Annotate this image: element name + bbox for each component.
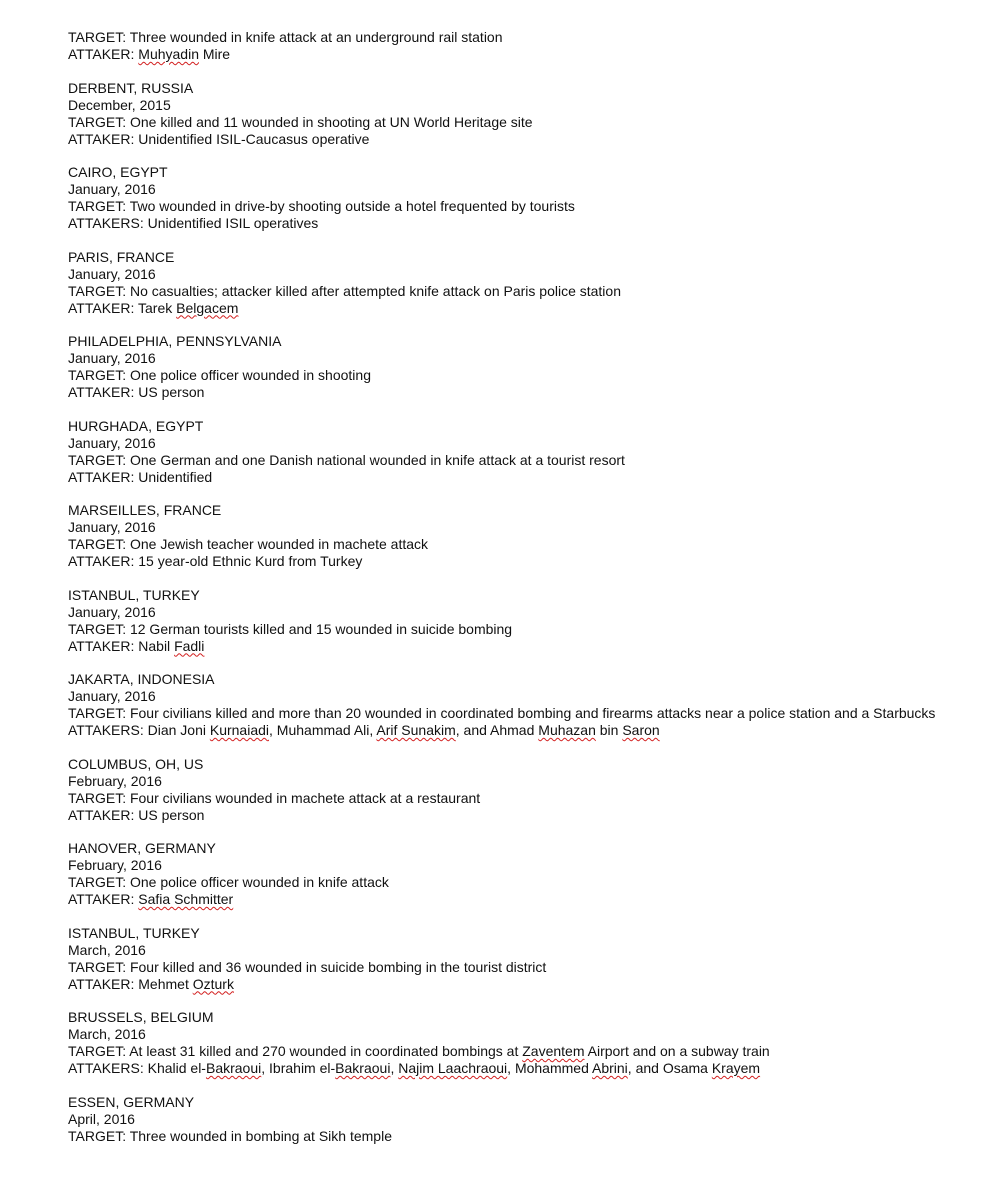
line-text: COLUMBUS, OH, US — [68, 755, 204, 772]
incident-entry — [68, 418, 968, 486]
line-text: ATTAKER: — [68, 46, 139, 62]
entry-line — [68, 857, 968, 874]
entry-line — [68, 333, 968, 350]
entry-line — [68, 1009, 968, 1026]
line-text: January, 2016 — [68, 603, 156, 620]
incident-entry — [68, 671, 968, 739]
entry-line — [68, 790, 968, 807]
spellcheck-flagged-word: Muhyadin — [138, 46, 199, 62]
entry-line — [68, 942, 968, 959]
entry-line — [68, 621, 968, 638]
entry-line — [68, 97, 968, 114]
line-text: , Ibrahim el- — [261, 1060, 336, 1076]
entry-line — [68, 519, 968, 536]
entry-line — [68, 181, 968, 198]
entry-line — [68, 604, 968, 621]
entry-line — [68, 756, 968, 773]
line-text: ATTAKER: 15 year-old Ethnic Kurd from Turkey — [68, 553, 363, 569]
entry-line — [68, 671, 968, 688]
line-text: , and Ahmad — [455, 722, 539, 738]
entry-line — [68, 536, 968, 553]
entry-line — [68, 688, 968, 705]
incident-entry — [68, 333, 968, 401]
line-text: ATTAKER: — [68, 891, 139, 907]
incident-entry — [68, 587, 968, 655]
entry-line — [68, 891, 968, 908]
entry-line — [68, 300, 968, 317]
entry-line — [68, 1043, 968, 1060]
line-text: TARGET: One police officer wounded in knife attack — [68, 874, 389, 890]
line-text: ESSEN, GERMANY — [68, 1093, 195, 1110]
entry-line — [68, 215, 968, 232]
line-text: ATTAKERS: Unidentified ISIL operatives — [68, 215, 319, 231]
line-text: January, 2016 — [68, 434, 156, 451]
spellcheck-flagged-word: Abrini — [592, 1060, 628, 1076]
entry-line — [68, 1026, 968, 1043]
line-text: January, 2016 — [68, 688, 156, 704]
line-text: , — [390, 1060, 399, 1076]
entry-line — [68, 553, 968, 570]
line-text: JAKARTA, INDONESIA — [68, 671, 215, 687]
line-text: PARIS, FRANCE — [68, 248, 175, 265]
spellcheck-flagged-word: Arif Sunakim — [376, 722, 456, 738]
line-text: ATTAKER: US person — [68, 384, 205, 400]
line-text: January, 2016 — [68, 181, 156, 197]
line-text: TARGET: Two wounded in drive-by shooting outside a hotel frequented by tourists — [68, 198, 575, 214]
line-text: ISTANBUL, TURKEY — [68, 586, 200, 603]
spellcheck-flagged-word: Kurnaiadi — [209, 722, 270, 738]
line-text: TARGET: Four killed and 36 wounded in suicide bombing in the tourist district — [68, 958, 547, 975]
spellcheck-flagged-word: Zaventem — [522, 1043, 585, 1059]
line-text: PHILADELPHIA, PENNSYLVANIA — [68, 333, 282, 349]
line-text: ATTAKER: Nabil — [68, 637, 175, 654]
entry-line — [68, 807, 968, 824]
line-text: TARGET: No casualties; attacker killed after attempted knife attack on Paris police station — [68, 282, 621, 299]
entry-line — [68, 350, 968, 367]
spellcheck-flagged-word: Muhazan — [538, 722, 596, 738]
incident-entry — [68, 80, 968, 148]
entry-line — [68, 29, 968, 46]
entry-line — [68, 435, 968, 452]
incident-entry — [68, 1009, 968, 1077]
line-text: TARGET: One killed and 11 wounded in shooting at UN World Heritage site — [68, 113, 533, 130]
spellcheck-flagged-word: Bakraoui — [335, 1060, 391, 1076]
incident-entry — [68, 756, 968, 824]
entry-line — [68, 1094, 968, 1111]
entry-line — [68, 249, 968, 266]
line-text: ATTAKER: Tarek — [68, 299, 177, 316]
line-text: , Muhammad Ali, — [269, 722, 377, 738]
entry-line — [68, 114, 968, 131]
entry-line — [68, 164, 968, 181]
entry-line — [68, 502, 968, 519]
spellcheck-flagged-word: Ozturk — [192, 975, 234, 992]
line-text: HANOVER, GERMANY — [68, 840, 216, 856]
line-text: January, 2016 — [68, 519, 156, 535]
entry-line — [68, 283, 968, 300]
entry-line — [68, 384, 968, 401]
line-text: TARGET: 12 German tourists killed and 15 wounded in suicide bombing — [68, 620, 513, 637]
entry-line — [68, 80, 968, 97]
line-text: Mire — [198, 46, 231, 62]
entry-line — [68, 925, 968, 942]
incident-entry — [68, 164, 968, 232]
entry-line — [68, 587, 968, 604]
entry-line — [68, 1060, 968, 1077]
line-text: , and Osama — [627, 1060, 712, 1076]
line-text: ISTANBUL, TURKEY — [68, 924, 200, 941]
line-text: bin — [595, 722, 623, 738]
incident-entry — [68, 925, 968, 993]
entry-line — [68, 452, 968, 469]
line-text: February, 2016 — [68, 772, 162, 789]
line-text: January, 2016 — [68, 265, 156, 282]
line-text: Airport and on a subway train — [584, 1043, 770, 1059]
line-text: ATTAKER: Unidentified — [68, 468, 213, 485]
entry-line — [68, 638, 968, 655]
line-text: TARGET: Four civilians wounded in machete attack at a restaurant — [68, 789, 481, 806]
entry-line — [68, 840, 968, 857]
entry-line — [68, 874, 968, 891]
line-text: DERBENT, RUSSIA — [68, 79, 194, 96]
incident-entry — [68, 840, 968, 908]
entry-line — [68, 469, 968, 486]
entry-line — [68, 266, 968, 283]
entry-line — [68, 773, 968, 790]
entry-line — [68, 705, 968, 722]
line-text: ATTAKERS: Dian Joni — [68, 722, 210, 738]
entry-line — [68, 198, 968, 215]
line-text: MARSEILLES, FRANCE — [68, 502, 222, 518]
line-text: ATTAKER: Unidentified ISIL-Caucasus operative — [68, 130, 370, 147]
spellcheck-flagged-word: Saron — [622, 722, 660, 738]
entry-line — [68, 46, 968, 63]
incident-entry — [68, 1094, 968, 1145]
incident-entry — [68, 29, 968, 63]
incident-entry — [68, 249, 968, 317]
line-text: HURGHADA, EGYPT — [68, 417, 204, 434]
line-text: TARGET: One German and one Danish national wounded in knife attack at a tourist resort — [68, 451, 625, 468]
line-text: December, 2015 — [68, 96, 171, 113]
entry-line — [68, 722, 968, 739]
line-text: , Mohammed — [507, 1060, 592, 1076]
entry-line — [68, 1128, 968, 1145]
line-text: TARGET: Four civilians killed and more than 20 wounded in coordinated bombing and firearms attacks near a police station and a Starbucks — [68, 705, 936, 721]
entry-line — [68, 976, 968, 993]
line-text: ATTAKERS: Khalid el- — [68, 1060, 206, 1076]
line-text: ATTAKER: Mehmet — [68, 975, 193, 992]
spellcheck-flagged-word: Bakraoui — [205, 1060, 262, 1076]
line-text: TARGET: One Jewish teacher wounded in machete attack — [68, 536, 429, 552]
line-text: March, 2016 — [68, 941, 146, 958]
line-text: March, 2016 — [68, 1026, 146, 1042]
spellcheck-flagged-word: Safia Schmitter — [138, 891, 234, 907]
spellcheck-flagged-word: Krayem — [711, 1060, 761, 1076]
line-text: TARGET: Three wounded in knife attack at an underground rail station — [68, 29, 503, 45]
entry-line — [68, 418, 968, 435]
line-text: February, 2016 — [68, 857, 162, 873]
document-body — [68, 29, 968, 1161]
entry-line — [68, 1111, 968, 1128]
spellcheck-flagged-word: Fadli — [174, 637, 205, 654]
line-text: April, 2016 — [68, 1110, 135, 1127]
entry-line — [68, 131, 968, 148]
line-text: TARGET: One police officer wounded in shooting — [68, 367, 371, 383]
line-text: ATTAKER: US person — [68, 806, 205, 823]
line-text: CAIRO, EGYPT — [68, 164, 168, 180]
spellcheck-flagged-word: Najim Laachraoui — [398, 1060, 508, 1076]
line-text: BRUSSELS, BELGIUM — [68, 1009, 214, 1025]
line-text: TARGET: At least 31 killed and 270 wounded in coordinated bombings at — [68, 1043, 523, 1059]
incident-entry — [68, 502, 968, 570]
line-text: TARGET: Three wounded in bombing at Sikh temple — [68, 1127, 392, 1144]
entry-line — [68, 959, 968, 976]
line-text: January, 2016 — [68, 350, 156, 366]
entry-line — [68, 367, 968, 384]
spellcheck-flagged-word: Belgacem — [176, 299, 239, 316]
